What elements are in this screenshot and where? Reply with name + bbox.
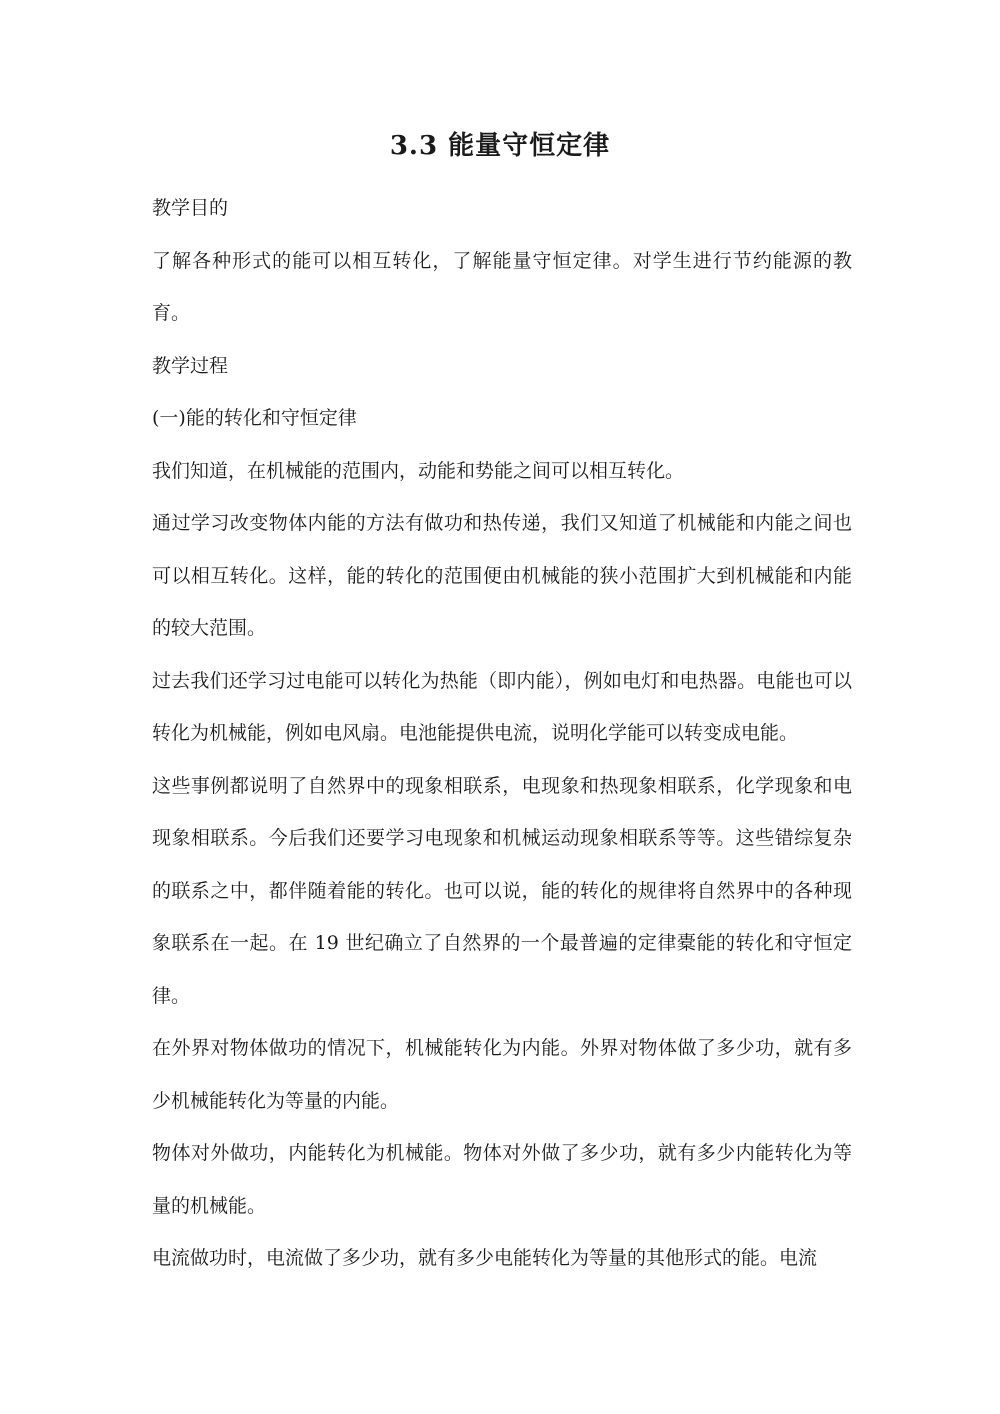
heading-teaching-process: 教学过程 bbox=[152, 354, 229, 377]
document-body bbox=[152, 182, 852, 1285]
heading-teaching-objectives: 教学目的 bbox=[152, 197, 229, 219]
paragraph: 这些事例都说明了自然界中的现象相联系，电现象和热现象相联系，化学现象和电现象相联系。今后我们还要学习电现象和机械运动现象相联系等等。这些错综复杂的联系之中，都伴随着能的转化。也可以说，能的转化的规律将自然界中的各种现象联系在一起。在 19 世纪确立了自然界的一个最普遍的定律橐能的转化和守恒定律。 bbox=[152, 774, 852, 1007]
paragraph: 电流做功时，电流做了多少功，就有多少电能转化为等量的其他形式的能。电流 bbox=[152, 1247, 818, 1269]
paragraph: 我们知道，在机械能的范围内，动能和势能之间可以相互转化。 bbox=[152, 459, 685, 482]
paragraph: 通过学习改变物体内能的方法有做功和热传递，我们又知道了机械能和内能之间也可以相互转化。这样，能的转化的范围便由机械能的狭小范围扩大到机械能和内能的较大范围。 bbox=[152, 512, 852, 639]
page-title: 3.3 能量守恒定律 bbox=[389, 131, 611, 161]
paragraph: 在外界对物体做功的情况下，机械能转化为内能。外界对物体做了多少功，就有多少机械能转化为等量的内能。 bbox=[152, 1037, 852, 1112]
paragraph-objectives: 了解各种形式的能可以相互转化，了解能量守恒定律。对学生进行节约能源的教育。 bbox=[152, 249, 852, 324]
paragraph: 过去我们还学习过电能可以转化为热能（即内能），例如电灯和电热器。电能也可以转化为机械能，例如电风扇。电池能提供电流，说明化学能可以转变成电能。 bbox=[152, 669, 852, 744]
paragraph: 物体对外做功，内能转化为机械能。物体对外做了多少功，就有多少内能转化为等量的机械能。 bbox=[152, 1142, 852, 1217]
heading-section-1: (一)能的转化和守恒定律 bbox=[152, 407, 357, 429]
